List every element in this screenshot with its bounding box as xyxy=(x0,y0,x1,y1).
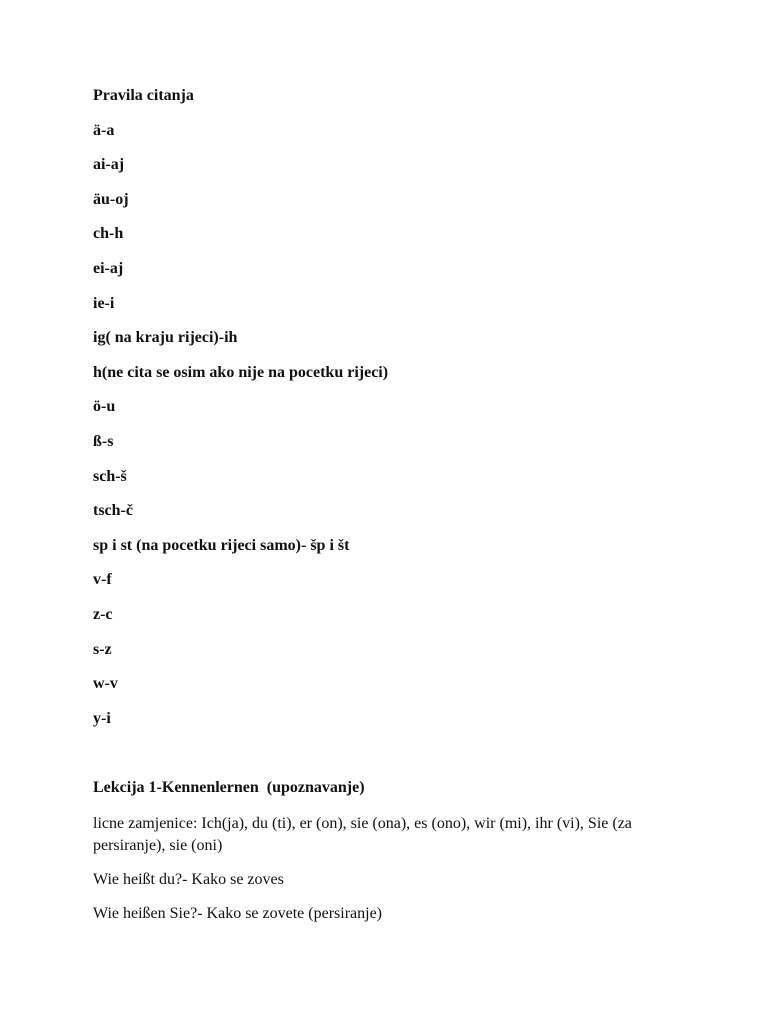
document-page xyxy=(93,86,693,937)
rule-item: ö-u xyxy=(93,398,116,416)
section-title-reading-rules: Pravila citanja xyxy=(93,87,194,104)
rule-item: ä-a xyxy=(93,121,115,139)
section-spacer xyxy=(93,743,693,778)
rule-item: ie-i xyxy=(93,294,115,312)
section-title-lesson-1: Lekcija 1-Kennenlernen (upoznavanje) xyxy=(93,779,365,797)
rule-item: ei-aj xyxy=(93,259,124,277)
rule-item: ai-aj xyxy=(93,156,125,174)
rule-item: äu-oj xyxy=(93,190,129,208)
paragraph-personal-pronouns: licne zamjenice: Ich(ja), du (ti), er (on), sie (ona), es (ono), wir (mi), ihr (vi), Sie (za persiranje), sie (oni) xyxy=(93,814,632,854)
rule-item: z-c xyxy=(93,605,113,623)
rule-item: sch-š xyxy=(93,467,127,485)
rule-item: ch-h xyxy=(93,225,124,243)
rule-item: sp i st (na pocetku rijeci samo)- šp i št xyxy=(93,536,350,554)
rule-item: tsch-č xyxy=(93,502,133,520)
rule-item: y-i xyxy=(93,709,111,727)
rule-item: v-f xyxy=(93,571,112,589)
paragraph-formal-question: Wie heißen Sie?- Kako se zovete (persiranje) xyxy=(93,904,382,922)
rule-item: ig( na kraju rijeci)-ih xyxy=(93,329,238,347)
rule-item: ß-s xyxy=(93,432,114,450)
rule-item: s-z xyxy=(93,640,112,658)
rule-item: h(ne cita se osim ako nije na pocetku rijeci) xyxy=(93,363,389,381)
paragraph-informal-question: Wie heißt du?- Kako se zoves xyxy=(93,870,284,888)
reading-rules-list xyxy=(93,121,693,744)
rule-item: w-v xyxy=(93,675,118,693)
